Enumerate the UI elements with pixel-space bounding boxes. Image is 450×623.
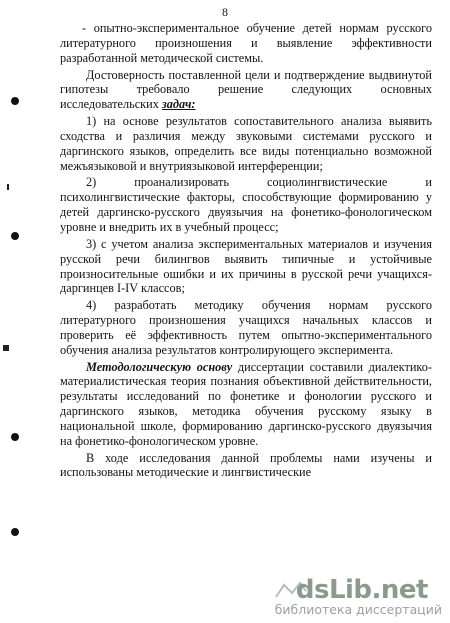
margin-tick-2 [3, 345, 9, 351]
paragraph-hypothesis [60, 68, 432, 113]
hypothesis-text: Достоверность поставленной цели и подтверждение выдвинутой гипотезы требовало решение следующих основных исследовательских [60, 67, 432, 112]
watermark-logo-text: dsLib.net [295, 575, 428, 605]
watermark [268, 575, 446, 619]
margin-dot-4 [11, 528, 19, 536]
margin-dot-3 [11, 433, 19, 441]
paragraph-methodology [60, 360, 432, 449]
margin-dot-2 [11, 232, 19, 240]
document-body [60, 21, 432, 480]
methodology-text: диссертации составили диалектико-материалистическая теория познания объективной действительности, результаты исследований по фонетике и фонологии русского и даргинского языков, методика обучения русскому языку в национальной школе, формированию даргинско-русского двуязычия на фонетико-фонологическом уровне. [60, 359, 433, 448]
task-item-1: 1) на основе результатов сопоставительного анализа выявить сходства и различия между звуковыми системами русского и даргинского языков, определить все виды потенциально возможной межъязыковой и внутриязыковой интерференции; [60, 114, 432, 173]
task-item-4: 4) разработать методику обучения нормам русского литературного произношения учащихся начальных классов и проверить её эффективность путем опытно-экспериментального обучения анализа результатов контролирующего эксперимента. [60, 298, 432, 357]
margin-dot-1 [11, 97, 19, 105]
margin-tick-1 [7, 184, 9, 190]
methodology-lead: Методологическую основу [86, 359, 233, 374]
tasks-heading: задач: [161, 97, 196, 112]
task-item-2: 2) проанализировать социолингвистические и психолингвистические факторы, способствующие формированию у детей даргинско-русского двуязычия на фонетико-фонологическом уровне и внедрить их в учебный процесс; [60, 175, 432, 234]
paragraph-objective: - опытно-экспериментальное обучение детей нормам русского литературного произношения и выявление эффективности разработанной методической системы. [60, 21, 432, 65]
task-item-3: 3) с учетом анализа экспериментальных материалов и изучения русской речи билингвов выявить типичные и устойчивые произносительные ошибки и их причины в русской речи учащихся-даргинцев I-IV классов; [60, 236, 432, 296]
paragraph-research: В ходе исследования данной проблемы нами изучены и использованы методические и лингвистические [60, 450, 432, 480]
watermark-subtitle: библиотека диссертаций [274, 602, 442, 617]
page-number: 8 [222, 5, 228, 19]
